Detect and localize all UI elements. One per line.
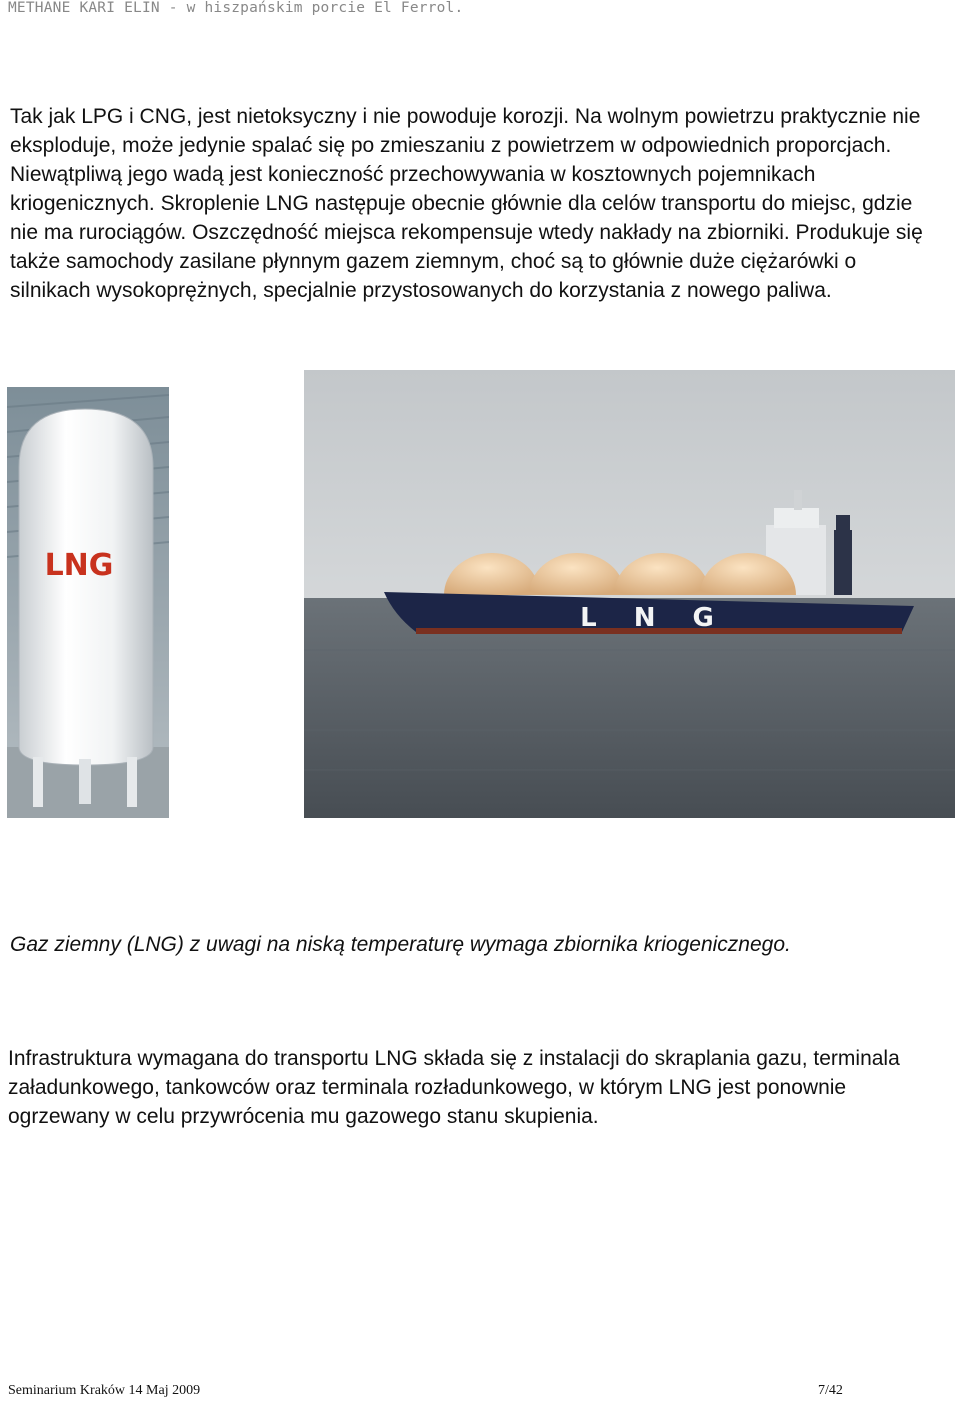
lng-tanker-ship-photo (304, 370, 955, 818)
ship-lng-label: L N G (580, 603, 728, 633)
page-number: 7/42 (818, 1383, 843, 1398)
paragraph-lng-properties: Tak jak LPG i CNG, jest nietoksyczny i nie powoduje korozji. Na wolnym powietrzu praktycznie nie eksploduje, może jedynie spalać się po zmieszaniu z powietrzem w odpowiednich proporcjach. Niewątpliwą jego wadą jest konieczność przechowywania w kosztownych pojemnikach kriogenicznych. Skroplenie LNG następuje obecnie głównie dla celów transportu do miejsc, gdzie nie ma rurociągów. Oszczędność miejsca rekompensuje wtedy nakłady na zbiorniki. Produkuje się także samochody zasilane płynnym gazem ziemnym, choć są to głównie duże ciężarówki o silnikach wysokoprężnych, specjalnie przystosowanych do korzystania z nowego paliwa. (10, 105, 923, 302)
image-caption: Gaz ziemny (LNG) z uwagi na niską temperaturę wymaga zbiornika kriogenicznego. (10, 933, 791, 956)
footer-seminar-info: Seminarium Kraków 14 Maj 2009 (8, 1383, 201, 1398)
document-header: METHANE KARI ELIN - w hiszpańskim porcie El Ferrol. (8, 0, 464, 16)
paragraph-lng-infrastructure: Infrastruktura wymagana do transportu LNG składa się z instalacji do skraplania gazu, terminala załadunkowego, tankowców oraz terminala rozładunkowego, w którym LNG jest ponownie ogrzewany w celu przywrócenia mu gazowego stanu skupienia. (8, 1047, 900, 1128)
lng-tank-photo (7, 387, 169, 818)
tank-lng-label: LNG (44, 548, 114, 583)
